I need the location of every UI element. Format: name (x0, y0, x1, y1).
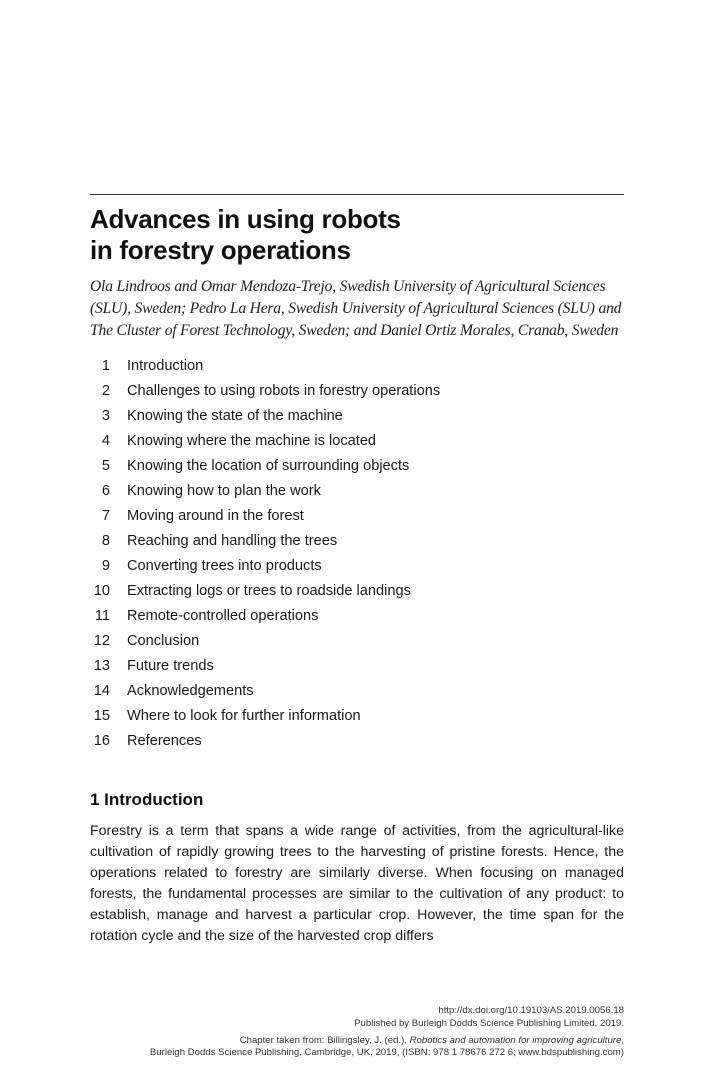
toc-number: 10 (93, 583, 110, 599)
toc-item[interactable] (90, 454, 630, 479)
toc-label: References (127, 733, 202, 749)
toc-label: Remote-controlled operations (127, 608, 319, 624)
toc-label: Introduction (127, 358, 204, 374)
toc-number: 6 (101, 483, 110, 499)
toc-number: 8 (101, 533, 110, 549)
footer-chapter-prefix: Chapter taken from: Billingsley, J. (ed.), (239, 1035, 410, 1046)
toc-item[interactable] (90, 379, 630, 404)
toc-label: Converting trees into products (127, 558, 322, 574)
toc-number: 16 (93, 733, 110, 749)
footer-chapter-source (64, 1035, 624, 1047)
header-rule (90, 194, 624, 195)
toc-item[interactable] (90, 504, 630, 529)
toc-item[interactable] (90, 729, 630, 754)
toc-number: 12 (93, 633, 110, 649)
toc-label: Reaching and handling the trees (127, 533, 338, 549)
toc-item[interactable] (90, 404, 630, 429)
toc-number: 1 (101, 358, 110, 374)
toc-item[interactable] (90, 604, 630, 629)
toc-item[interactable] (90, 529, 630, 554)
footer-publisher-line: Burleigh Dodds Science Publishing, Cambridge, UK, 2019, (ISBN: 978 1 78676 272 6; www.bdspublishing.com) (149, 1047, 624, 1058)
toc-item[interactable] (90, 679, 630, 704)
toc-label: Extracting logs or trees to roadside landings (127, 583, 411, 599)
toc-item[interactable] (90, 479, 630, 504)
toc-item[interactable] (90, 654, 630, 679)
toc-label: Challenges to using robots in forestry operations (127, 383, 441, 399)
toc-label: Knowing the state of the machine (127, 408, 343, 424)
toc-item[interactable] (90, 429, 630, 454)
toc-label: Knowing the location of surrounding objects (127, 458, 410, 474)
chapter-title-line-1: Advances in using robots (90, 204, 401, 234)
toc-label: Knowing where the machine is located (127, 433, 377, 449)
section-heading: 1 Introduction (90, 790, 204, 809)
footer-chapter-suffix: , (621, 1035, 624, 1046)
toc-label: Where to look for further information (127, 708, 361, 724)
footer-published-line: Published by Burleigh Dodds Science Publishing Limited, 2019. (354, 1018, 624, 1029)
toc-number: 7 (101, 508, 110, 524)
toc-label: Moving around in the forest (127, 508, 304, 524)
toc-number: 5 (101, 458, 110, 474)
toc-item[interactable] (90, 704, 630, 729)
toc-label: Knowing how to plan the work (127, 483, 321, 499)
toc-number: 15 (93, 708, 110, 724)
toc-item[interactable] (90, 354, 630, 379)
author-affiliations: Ola Lindroos and Omar Mendoza-Trejo, Swedish University of Agricultural Sciences (SLU), Sweden; Pedro La Hera, Swedish University of Agricultural Sciences (SLU) and The Cluster of Forest Technology, Sweden; and Daniel Ortiz Morales, Cranab, Sweden (90, 278, 622, 339)
chapter-title (90, 204, 630, 266)
toc-label: Future trends (127, 658, 214, 674)
toc-number: 3 (101, 408, 110, 424)
footer-book-title: Robotics and automation for improving agriculture (409, 1035, 622, 1046)
toc-item[interactable] (90, 554, 630, 579)
toc-number: 9 (101, 558, 110, 574)
toc-number: 13 (93, 658, 110, 674)
toc-number: 11 (94, 608, 110, 624)
toc-label: Conclusion (127, 633, 200, 649)
toc-number: 14 (93, 683, 110, 699)
footer-doi-link[interactable]: http://dx.doi.org/10.19103/AS.2019.0056.18 (438, 1005, 624, 1016)
table-of-contents (90, 354, 630, 754)
toc-item[interactable] (90, 629, 630, 654)
chapter-title-line-2: in forestry operations (90, 235, 351, 265)
section-body-text: Forestry is a term that spans a wide range of activities, from the agricultural-like cultivation of rapidly growing trees to the harvesting of pristine forests. Hence, the operations related to forestry are similarly diverse. When focusing on managed forests, the fundamental processes are similar to the cultivation of any product: to establish, manage and harvest a particular crop. However, the time span for the rotation cycle and the size of the harvested crop differs (90, 823, 624, 944)
toc-number: 4 (101, 433, 110, 449)
toc-label: Acknowledgements (127, 683, 254, 699)
toc-item[interactable] (90, 579, 630, 604)
toc-number: 2 (101, 383, 110, 399)
